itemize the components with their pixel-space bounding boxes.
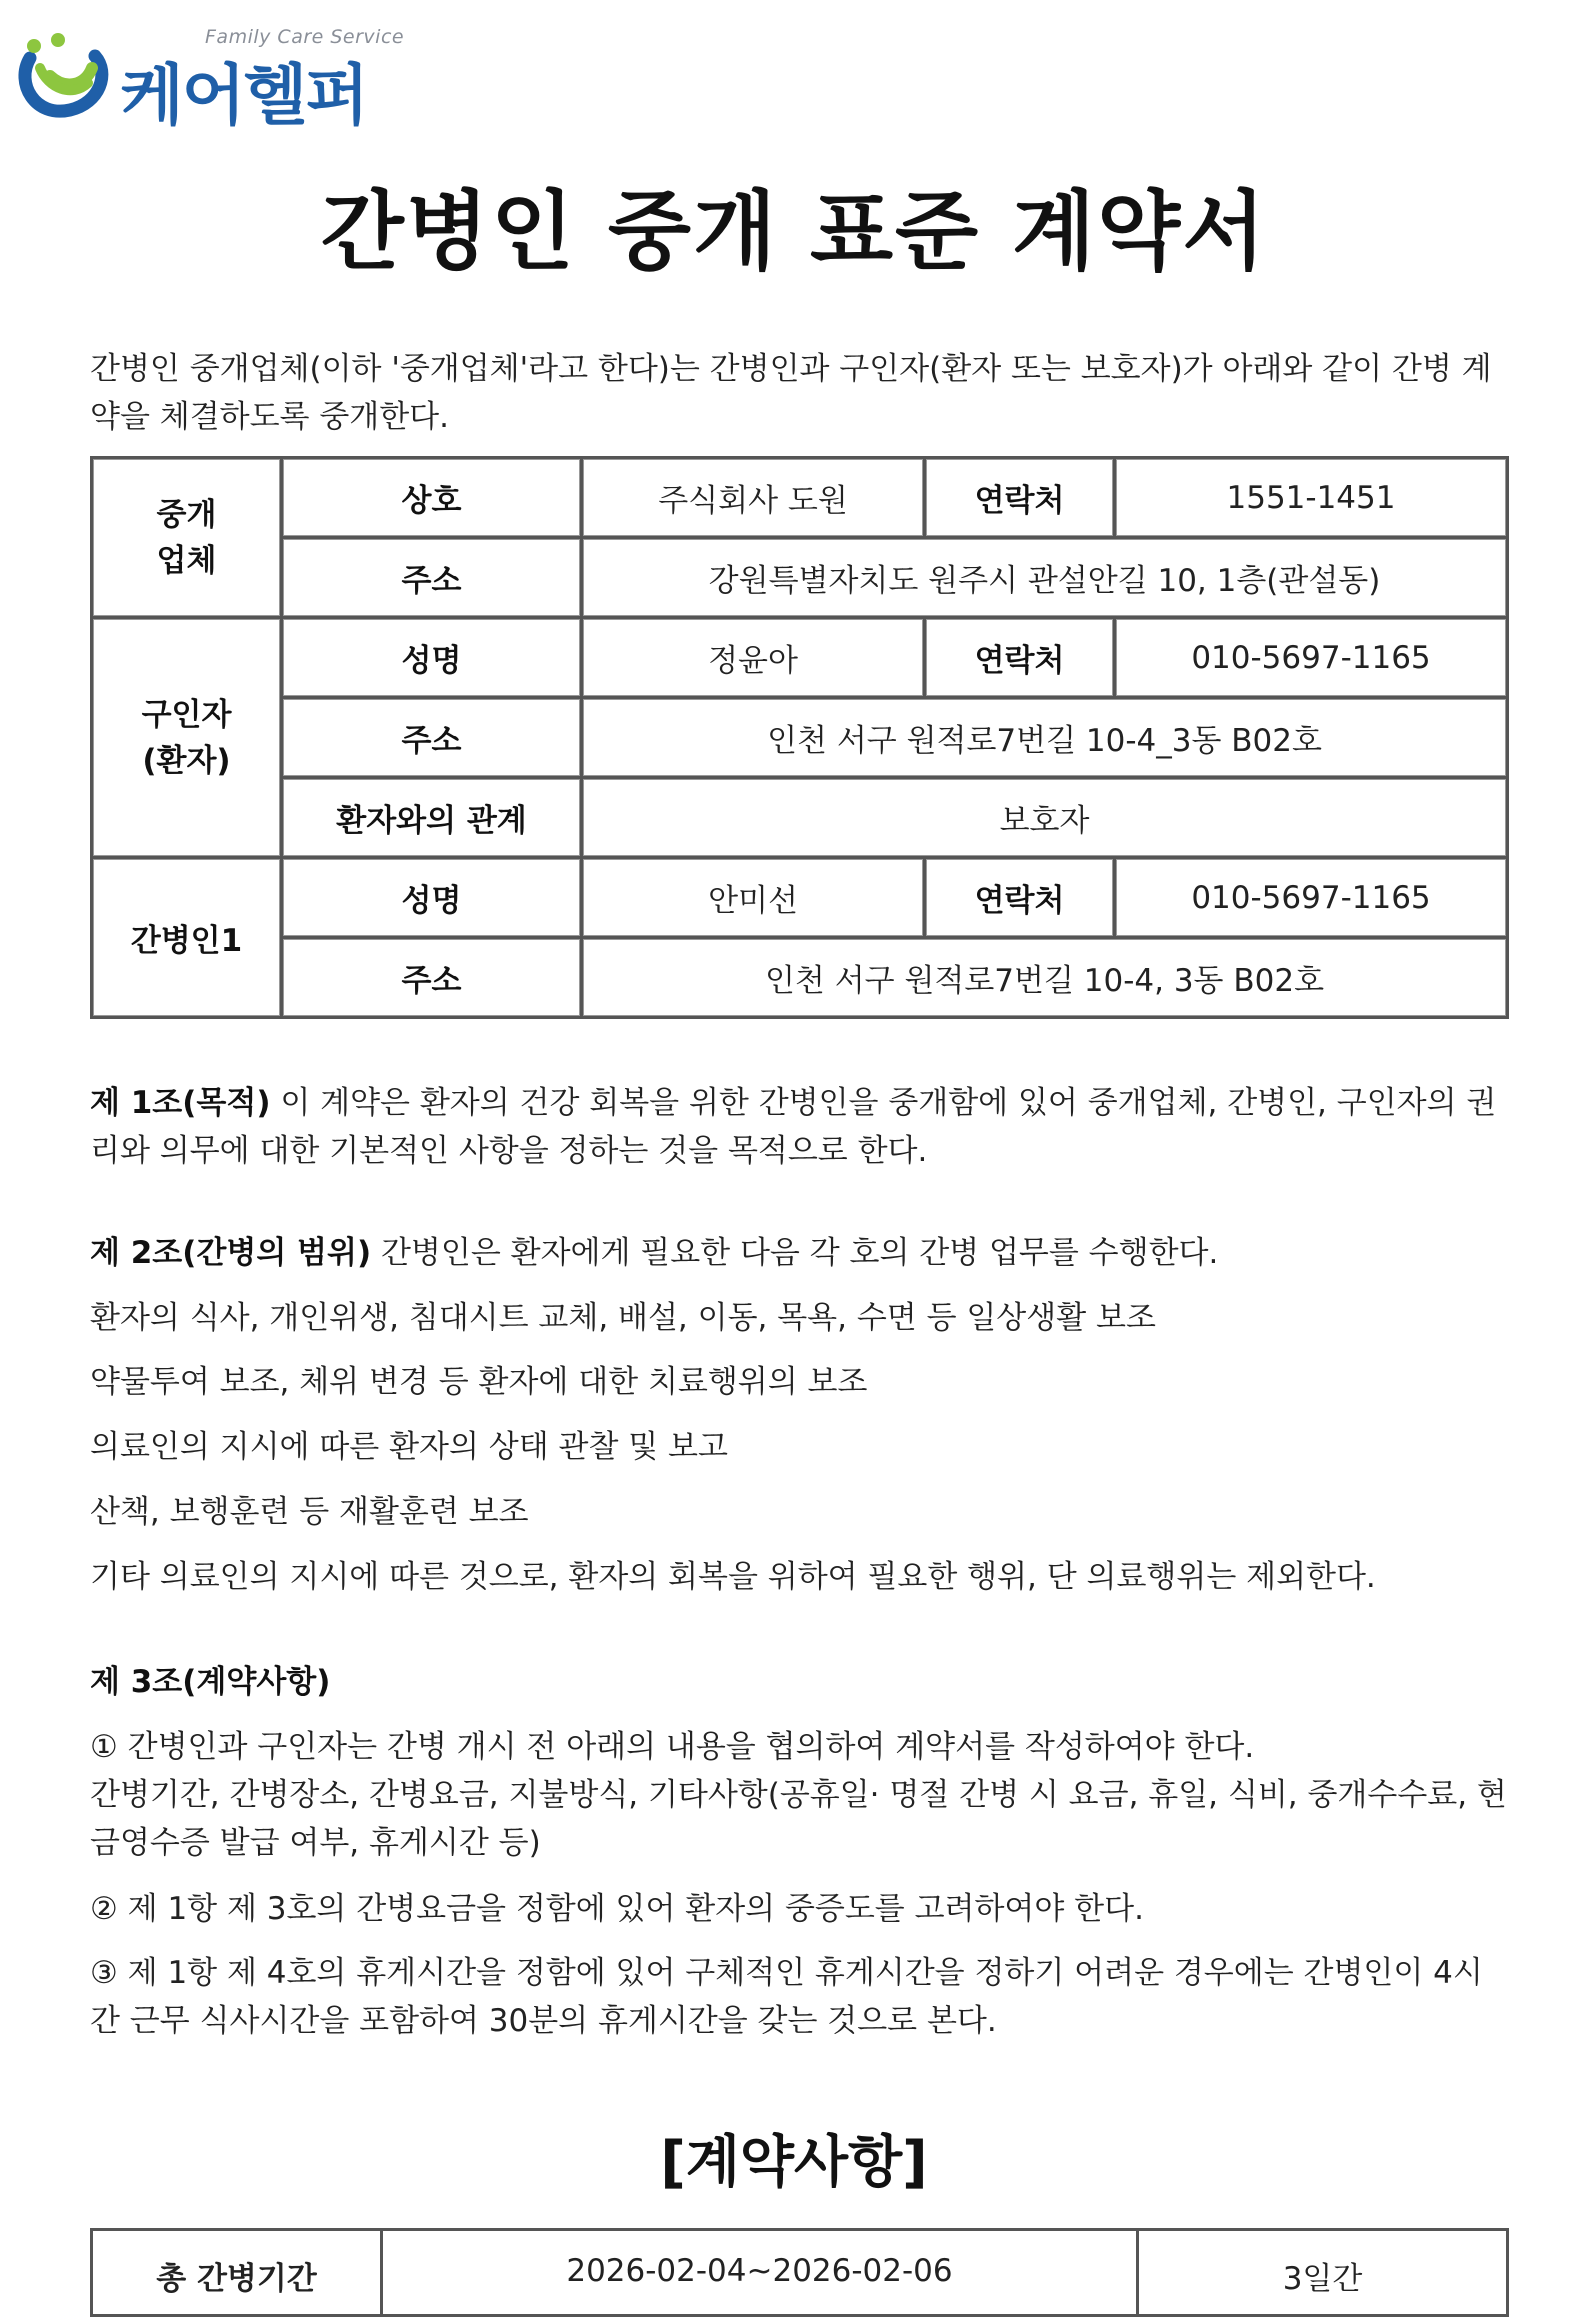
agency-name-label: 상호 — [282, 458, 582, 538]
table-row — [92, 938, 1508, 1018]
table-row — [92, 538, 1508, 618]
table-row — [92, 458, 1508, 538]
caregiver-address: 인천 서구 원적로7번길 10-4, 3동 B02호 — [582, 938, 1508, 1018]
article-3-clause-2: ② 제 1항 제 3호의 간병요금을 정함에 있어 환자의 중증도를 고려하여야 한다. — [90, 1891, 1144, 1927]
logo-tagline: Family Care Service — [205, 26, 405, 48]
contract-section-title: [계약사항] — [660, 2130, 928, 2195]
article-3-clause-3: ③ 제 1항 제 4호의 휴게시간을 정함에 있어 구체적인 휴게시간을 정하기 어려운 경우에는 간병인이 4시간 근무 식사시간을 포함하여 30분의 휴게시간을 갖는 것으로 본다. — [90, 1955, 1483, 2039]
article-2 — [90, 1229, 1510, 1277]
article-2-heading: 제 2조(간병의 범위) — [90, 1235, 372, 1271]
caregiver-name: 안미선 — [582, 858, 925, 938]
table-row — [92, 698, 1508, 778]
company-logo — [10, 22, 410, 134]
logo-name: 케어헬퍼 — [120, 57, 368, 134]
party-info-table — [90, 456, 1509, 1019]
article-1-text: 이 계약은 환자의 건강 회복을 위한 간병인을 중개함에 있어 중개업체, 간병인, 구인자의 권리와 의무에 대한 기본적인 사항을 정하는 것을 목적으로 한다. — [90, 1085, 1497, 1169]
agency-contact-label: 연락처 — [925, 458, 1115, 538]
agency-address-label: 주소 — [282, 538, 582, 618]
agency-group-label: 중개 업체 — [92, 458, 282, 618]
client-contact: 010-5697-1165 — [1115, 618, 1508, 698]
agency-contact: 1551-1451 — [1115, 458, 1508, 538]
logo-mark-icon — [10, 28, 120, 124]
article-3-clause-1: ① 간병인과 구인자는 간병 개시 전 아래의 내용을 협의하여 계약서를 작성하여야 한다. — [90, 1729, 1255, 1765]
care-period-dates: 2026-02-04~2026-02-06 — [382, 2230, 1138, 2316]
care-period-label: 총 간병기간 — [92, 2230, 382, 2316]
table-row — [92, 618, 1508, 698]
article-2-item: 산책, 보행훈련 등 재활훈련 보조 — [90, 1494, 529, 1530]
client-group-label: 구인자 (환자) — [92, 618, 282, 858]
article-3-heading-text: 제 3조(계약사항) — [90, 1664, 331, 1700]
client-relation: 보호자 — [582, 778, 1508, 858]
caregiver-name-label: 성명 — [282, 858, 582, 938]
agency-address: 강원특별자치도 원주시 관설안길 10, 1층(관설동) — [582, 538, 1508, 618]
document-title: 간병인 중개 표준 계약서 — [320, 182, 1268, 282]
client-name-label: 성명 — [282, 618, 582, 698]
article-2-text: 간병인은 환자에게 필요한 다음 각 호의 간병 업무를 수행한다. — [371, 1235, 1219, 1271]
contract-terms-table — [90, 2228, 1509, 2317]
article-1 — [90, 1079, 1510, 1175]
table-row — [92, 858, 1508, 938]
client-name: 정윤아 — [582, 618, 925, 698]
intro-paragraph: 간병인 중개업체(이하 '중개업체'라고 한다)는 간병인과 구인자(환자 또는 보호자)가 아래와 같이 간병 계약을 체결하도록 중개한다. — [90, 351, 1492, 435]
table-row — [92, 2230, 1508, 2316]
agency-name: 주식회사 도원 — [582, 458, 925, 538]
article-3-heading — [90, 1658, 1510, 1706]
article-2-item: 환자의 식사, 개인위생, 침대시트 교체, 배설, 이동, 목욕, 수면 등 일상생활 보조 — [90, 1300, 1156, 1336]
article-1-heading: 제 1조(목적) — [90, 1085, 271, 1121]
table-row — [92, 778, 1508, 858]
article-2-item: 기타 의료인의 지시에 따른 것으로, 환자의 회복을 위하여 필요한 행위, 단 의료행위는 제외한다. — [90, 1559, 1376, 1595]
caregiver-group-label: 간병인1 — [92, 858, 282, 1018]
client-address-label: 주소 — [282, 698, 582, 778]
client-address: 인천 서구 원적로7번길 10-4_3동 B02호 — [582, 698, 1508, 778]
care-period-days: 3일간 — [1138, 2230, 1508, 2316]
article-2-item: 약물투여 보조, 체위 변경 등 환자에 대한 치료행위의 보조 — [90, 1364, 868, 1400]
caregiver-contact: 010-5697-1165 — [1115, 858, 1508, 938]
article-2-item: 의료인의 지시에 따른 환자의 상태 관찰 및 보고 — [90, 1429, 728, 1465]
client-contact-label: 연락처 — [925, 618, 1115, 698]
article-3-clause-1-detail: 간병기간, 간병장소, 간병요금, 지불방식, 기타사항(공휴일· 명절 간병 시 요금, 휴일, 식비, 중개수수료, 현금영수증 발급 여부, 휴게시간 등) — [90, 1777, 1507, 1861]
caregiver-address-label: 주소 — [282, 938, 582, 1018]
client-relation-label: 환자와의 관계 — [282, 778, 582, 858]
caregiver-contact-label: 연락처 — [925, 858, 1115, 938]
